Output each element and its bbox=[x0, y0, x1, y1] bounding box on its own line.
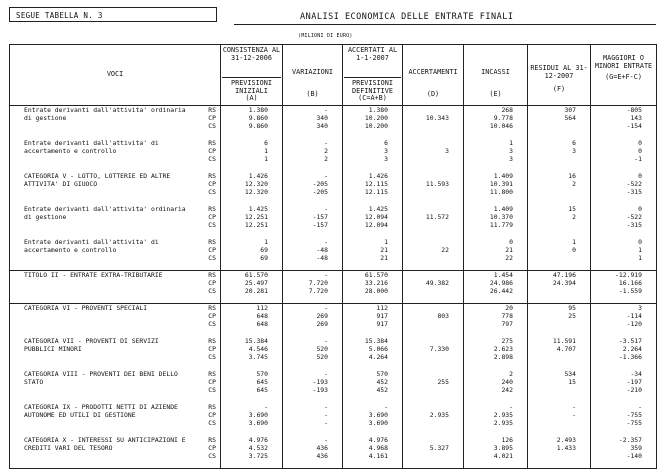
row-codes: RS CP CS bbox=[208, 106, 216, 130]
value-cell-b: - 340 340 bbox=[283, 106, 343, 139]
value-cell-b: - -48 -48 bbox=[283, 238, 343, 271]
value-cell-b: - -205 -205 bbox=[283, 172, 343, 205]
value-cell-g: 0 -522 -315 bbox=[591, 205, 657, 238]
row-label-cell bbox=[10, 172, 221, 205]
table-row bbox=[10, 271, 657, 304]
value-cell-f: 307 564 bbox=[528, 106, 591, 139]
value-cell-c: 1.425 12.094 12.094 bbox=[343, 205, 403, 238]
value-cell-g: -2.357 359 -140 bbox=[591, 436, 657, 469]
value-cell-f: 47.196 24.394 bbox=[528, 271, 591, 304]
value-cell-c: - 3.690 3.690 bbox=[343, 403, 403, 436]
row-codes: RS CP CS bbox=[208, 204, 216, 229]
col-header-consistenza bbox=[221, 45, 283, 106]
col-header-incassi-label: INCASSI bbox=[481, 68, 510, 76]
value-cell-d: 5.327 bbox=[403, 436, 464, 469]
value-cell-e: 1 3 3 bbox=[464, 139, 528, 172]
col-header-maggiori bbox=[591, 45, 657, 106]
table-row bbox=[10, 205, 657, 238]
value-cell-e: 2 240 242 bbox=[464, 370, 528, 403]
value-cell-e: 126 3.895 4.021 bbox=[464, 436, 528, 469]
value-cell-g: -34 -197 -210 bbox=[591, 370, 657, 403]
row-label: CATEGORIA VI - PROVENTI SPECIALI bbox=[24, 304, 148, 312]
row-codes: RS CP CS bbox=[208, 402, 216, 427]
value-cell-a: 1 69 69 bbox=[221, 238, 283, 271]
row-codes: RS CP CS bbox=[208, 304, 216, 328]
row-codes: RS CP CS bbox=[208, 271, 216, 295]
row-label: Entrate derivanti dall'attivita' ordinaria di gestione bbox=[24, 106, 186, 122]
value-cell-g: -12.919 16.166 -1.559 bbox=[591, 271, 657, 304]
value-cell-g: 0 1 1 bbox=[591, 238, 657, 271]
value-cell-b: - 269 269 bbox=[283, 304, 343, 337]
value-cell-d: 3 bbox=[403, 139, 464, 172]
row-label: CATEGORIA V - LOTTO, LOTTERIE ED ALTRE ATTIVITA' DI GIUOCO bbox=[24, 171, 171, 188]
value-cell-c: 4.976 4.968 4.161 bbox=[343, 436, 403, 469]
row-label: Entrate derivanti dall'attivita' di accertamento e controllo bbox=[24, 237, 159, 254]
table-row bbox=[10, 436, 657, 469]
value-cell-b: - -157 -157 bbox=[283, 205, 343, 238]
value-cell-d: 255 bbox=[403, 370, 464, 403]
col-letter-a: (A) bbox=[245, 94, 258, 103]
value-cell-d: 2.935 bbox=[403, 403, 464, 436]
col-header-accertamenti-label: ACCERTAMENTI bbox=[408, 68, 458, 76]
row-codes: RS CP CS bbox=[208, 336, 216, 361]
value-cell-f: 16 2 bbox=[528, 172, 591, 205]
row-label-cell bbox=[10, 370, 221, 403]
value-cell-c: 1.426 12.115 12.115 bbox=[343, 172, 403, 205]
value-cell-g: - -755 -755 bbox=[591, 403, 657, 436]
row-label: Entrate derivanti dall'attivita' ordinaria di gestione bbox=[24, 204, 186, 221]
value-cell-f: 6 3 bbox=[528, 139, 591, 172]
value-cell-f: 534 15 bbox=[528, 370, 591, 403]
economic-analysis-table bbox=[9, 44, 657, 469]
value-cell-c: 1 21 21 bbox=[343, 238, 403, 271]
row-codes: RS CP CS bbox=[208, 138, 216, 163]
value-cell-b: - 7.720 7.720 bbox=[283, 271, 343, 304]
value-cell-c: 1.380 10.200 10.200 bbox=[343, 106, 403, 139]
row-label: CATEGORIA VII - PROVENTI DI SERVIZI PUBBLICI MINORI bbox=[24, 336, 159, 353]
value-cell-f: 1 0 bbox=[528, 238, 591, 271]
row-label-cell bbox=[10, 337, 221, 370]
col-header-accertati bbox=[343, 45, 403, 106]
col-header-previsioni-iniziali: PREVISIONI INIZIALI bbox=[231, 79, 272, 95]
value-cell-b: - 520 520 bbox=[283, 337, 343, 370]
col-header-residui-label: RESIDUI AL 31-12-2007 bbox=[530, 64, 588, 80]
value-cell-e: 1.409 10.370 11.779 bbox=[464, 205, 528, 238]
col-header-residui bbox=[528, 45, 591, 106]
col-header-incassi bbox=[464, 45, 528, 106]
row-label: CATEGORIA IX - PRODOTTI NETTI DI AZIENDE AUTONOME ED UTILI DI GESTIONE bbox=[24, 402, 178, 419]
row-label: CATEGORIA X - INTERESSI SU ANTICIPAZIONI E CREDITI VARI DEL TESORO bbox=[24, 435, 186, 452]
value-cell-e: 1.409 10.391 11.800 bbox=[464, 172, 528, 205]
unit-subtitle: (MILIONI DI EURO) bbox=[298, 33, 353, 39]
row-label-cell bbox=[10, 304, 221, 337]
value-cell-b: - 2 2 bbox=[283, 139, 343, 172]
row-label-cell bbox=[10, 205, 221, 238]
col-header-variazioni-label: VARIAZIONI bbox=[292, 68, 333, 76]
table-row bbox=[10, 370, 657, 403]
col-header-consistenza-top: CONSISTENZA AL 31-12-2006 bbox=[222, 46, 281, 62]
value-cell-b: - -193 -193 bbox=[283, 370, 343, 403]
value-cell-c: 15.384 5.066 4.264 bbox=[343, 337, 403, 370]
value-cell-b: - - - bbox=[283, 403, 343, 436]
value-cell-f: 11.591 4.707 bbox=[528, 337, 591, 370]
value-cell-e: 20 778 797 bbox=[464, 304, 528, 337]
value-cell-f: 15 2 bbox=[528, 205, 591, 238]
row-label-cell bbox=[10, 106, 221, 139]
col-header-accertamenti bbox=[403, 45, 464, 106]
value-cell-a: - 3.690 3.690 bbox=[221, 403, 283, 436]
value-cell-g: -805 143 -154 bbox=[591, 106, 657, 139]
value-cell-a: 1.425 12.251 12.251 bbox=[221, 205, 283, 238]
table-reference-box: SEGUE TABELLA N. 3 bbox=[9, 7, 217, 22]
row-label-cell bbox=[10, 271, 221, 304]
value-cell-c: 6 3 3 bbox=[343, 139, 403, 172]
value-cell-d: 803 bbox=[403, 304, 464, 337]
col-letter-e: (E) bbox=[489, 89, 502, 98]
value-cell-a: 1.380 9.860 9.860 bbox=[221, 106, 283, 139]
row-codes: RS CP CS bbox=[208, 237, 216, 262]
value-cell-c: 570 452 452 bbox=[343, 370, 403, 403]
row-label-cell bbox=[10, 436, 221, 469]
table-row bbox=[10, 337, 657, 370]
value-cell-d: 22 bbox=[403, 238, 464, 271]
value-cell-f: 95 25 bbox=[528, 304, 591, 337]
value-cell-f: 2.493 1.433 bbox=[528, 436, 591, 469]
table-row bbox=[10, 304, 657, 337]
row-codes: RS CP CS bbox=[208, 435, 216, 460]
value-cell-a: 4.976 4.532 3.725 bbox=[221, 436, 283, 469]
value-cell-d: 10.343 bbox=[403, 106, 464, 139]
col-header-maggiori-label: MAGGIORI O MINORI ENTRATE bbox=[594, 54, 653, 70]
col-letter-g: (G=E+F-C) bbox=[605, 73, 642, 82]
value-cell-a: 61.570 25.497 20.281 bbox=[221, 271, 283, 304]
value-cell-e: 275 2.623 2.898 bbox=[464, 337, 528, 370]
value-cell-a: 15.384 4.546 3.745 bbox=[221, 337, 283, 370]
page-title: ANALISI ECONOMICA DELLE ENTRATE FINALI bbox=[300, 12, 514, 22]
table-row bbox=[10, 238, 657, 271]
value-cell-d: 11.593 bbox=[403, 172, 464, 205]
row-codes: RS CP CS bbox=[208, 171, 216, 196]
col-header-accertati-top: ACCERTATI AL 1-1-2007 bbox=[347, 46, 398, 62]
col-letter-f: (F) bbox=[552, 85, 566, 94]
table-row bbox=[10, 172, 657, 205]
row-label: CATEGORIA VIII - PROVENTI DEI BENI DELLO STATO bbox=[24, 369, 178, 386]
title-underline bbox=[234, 24, 656, 25]
value-cell-d: 11.572 bbox=[403, 205, 464, 238]
value-cell-g: -3.517 2.264 -1.366 bbox=[591, 337, 657, 370]
value-cell-b: - 436 436 bbox=[283, 436, 343, 469]
value-cell-a: 570 645 645 bbox=[221, 370, 283, 403]
table-row bbox=[10, 403, 657, 436]
value-cell-a: 6 1 1 bbox=[221, 139, 283, 172]
value-cell-e: 1.454 24.986 26.442 bbox=[464, 271, 528, 304]
col-header-previsioni-definitive: PREVISIONI DEFINITIVE bbox=[352, 79, 393, 95]
row-label: TITOLO II - ENTRATE EXTRA-TRIBUTARIE bbox=[24, 271, 163, 279]
value-cell-g: 0 -522 -315 bbox=[591, 172, 657, 205]
value-cell-e: 268 9.778 10.046 bbox=[464, 106, 528, 139]
value-cell-e: 0 21 22 bbox=[464, 238, 528, 271]
value-cell-g: 0 0 -1 bbox=[591, 139, 657, 172]
value-cell-g: 3 -114 -120 bbox=[591, 304, 657, 337]
col-header-variazioni bbox=[283, 45, 343, 106]
value-cell-c: 61.570 33.216 28.000 bbox=[343, 271, 403, 304]
table-row bbox=[10, 106, 657, 139]
col-letter-d: (D) bbox=[426, 89, 440, 98]
value-cell-d: 49.382 bbox=[403, 271, 464, 304]
col-letter-b: (B) bbox=[306, 89, 319, 98]
row-codes: RS CP CS bbox=[208, 369, 216, 394]
value-cell-a: 1.426 12.320 12.320 bbox=[221, 172, 283, 205]
value-cell-f: - - bbox=[528, 403, 591, 436]
value-cell-d: 7.330 bbox=[403, 337, 464, 370]
row-label-cell bbox=[10, 403, 221, 436]
value-cell-a: 112 648 648 bbox=[221, 304, 283, 337]
value-cell-c: 112 917 917 bbox=[343, 304, 403, 337]
row-label-cell bbox=[10, 238, 221, 271]
col-letter-c: (C=A+B) bbox=[358, 94, 387, 103]
row-label: Entrate derivanti dall'attivita' di accertamento e controllo bbox=[24, 138, 159, 155]
table-row bbox=[10, 139, 657, 172]
value-cell-e: - 2.935 2.935 bbox=[464, 403, 528, 436]
row-label-cell bbox=[10, 139, 221, 172]
col-header-voci: VOCI bbox=[10, 45, 221, 106]
